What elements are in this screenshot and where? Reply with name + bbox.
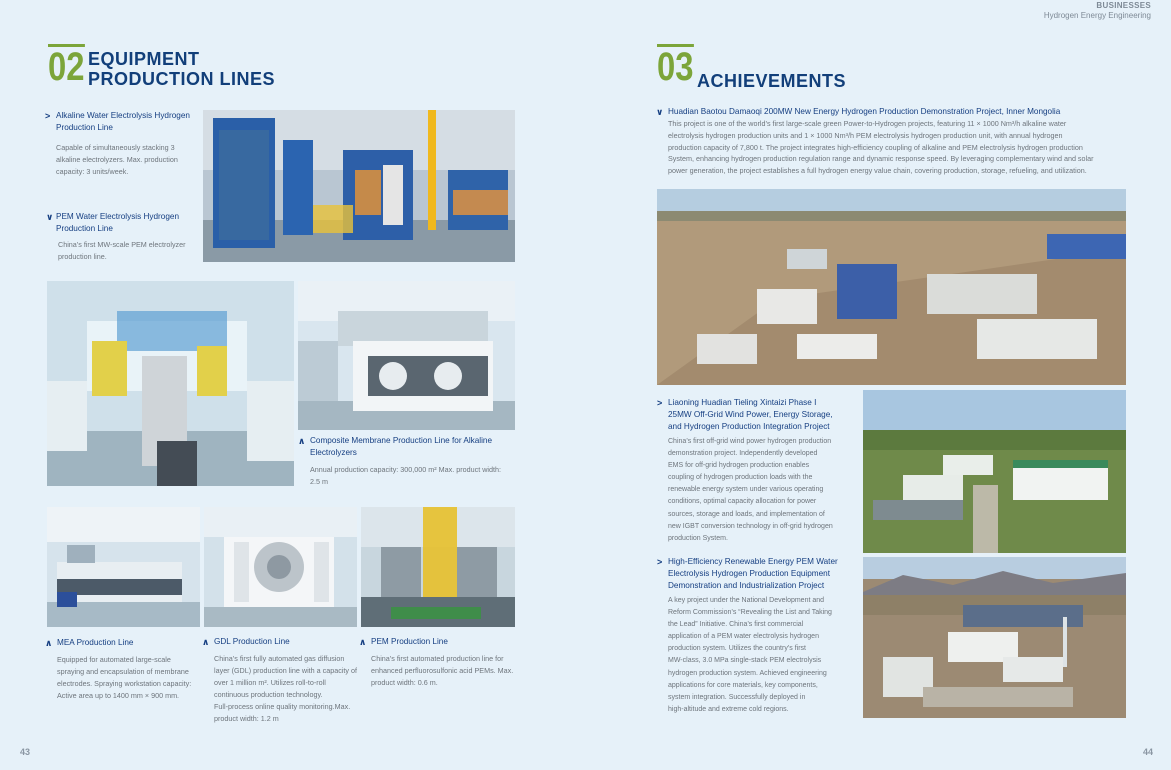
- project-tieling: [657, 397, 843, 545]
- section-title-line1: EQUIPMENT: [88, 49, 200, 69]
- project-description: A key project under the National Development and Reform Commission’s “Revealing the List and Taking the Lead” Initiative. China’s first commercial application of a PEM water electrolysis hydrogen production system. Utilizes the country’s first MW-class, 3.0 MPa single-stack PEM electrolysis hydrogen production system. Achieved engineering applications for core materials, key components, system integration. Successfully deployed in high-altitude and extreme cold regions.: [668, 597, 832, 713]
- item-gdl: [202, 636, 367, 725]
- chevron-down-icon[interactable]: ∨: [46, 212, 54, 222]
- item-title[interactable]: ∧ MEA Production Line: [45, 638, 134, 648]
- header-subtitle: Hydrogen Energy Engineering: [1043, 11, 1151, 20]
- chevron-right-icon[interactable]: >: [657, 398, 663, 408]
- item-description: China’s first fully automated gas diffusion layer (GDL) production line with a capacity of over 1 million m². Utilizes roll-to-roll continuous production technology. Full-process online quality monitoring.Max. product width: 1.2 m: [214, 654, 358, 723]
- section-number-02: 02: [48, 45, 85, 89]
- chevron-up-icon[interactable]: ∧: [202, 637, 210, 647]
- chevron-right-icon[interactable]: >: [657, 557, 663, 567]
- photo-pem-demo: [863, 557, 1126, 718]
- page-number-right: 44: [1143, 747, 1154, 757]
- item-composite-membrane: [298, 435, 520, 488]
- item-description: Capable of simultaneously stacking 3 alkaline electrolyzers. Max. production capacity: 3 units/week.: [56, 143, 178, 176]
- item-title[interactable]: ∨ PEM Water Electrolysis Hydrogen Production Line: [46, 212, 179, 233]
- item-pem-water: [46, 211, 201, 263]
- item-description: Annual production capacity: 300,000 m² Max. product width: 2.5 m: [310, 465, 501, 486]
- item-title[interactable]: ∧ PEM Production Line: [359, 637, 448, 647]
- project-title[interactable]: > Liaoning Huadian Tieling Xintaizi Phase I 25MW Off-Grid Wind Power, Energy Storage, and Hydrogen Production Integration Project: [657, 398, 833, 431]
- header-category: BUSINESSES: [1096, 1, 1151, 10]
- section-title-line2: PRODUCTION LINES: [88, 69, 276, 89]
- project-title[interactable]: ∨ Huadian Baotou Damaoqi 200MW New Energy Hydrogen Production Demonstration Project, Inner Mongolia: [656, 107, 1061, 117]
- item-description: China’s first MW-scale PEM electrolyzer production line.: [58, 240, 186, 261]
- item-alkaline: [45, 110, 201, 178]
- chevron-down-icon[interactable]: ∨: [656, 107, 664, 117]
- section-number-03: 03: [657, 45, 694, 89]
- project-description: This project is one of the world’s first large-scale green Power-to-Hydrogen projects, featuring 11 × 1000 Nm³/h alkaline water electrolysis hydrogen production units and 1 × 1000 Nm³/h PEM electrolysis hydrogen production unit, with annual hydrogen production capacity of 7,800 t. The project integrates high-efficiency coupling of alkaline and PEM electrolysis hydrogen production System, enhancing hydrogen production regulation range and dynamic response speed. By leveraging complementary wind and solar power generation, the project establishes a full hydrogen energy value chain, covering production, storage, refueling, and utilization.: [668, 119, 1094, 176]
- photo-composite-membrane: [298, 281, 515, 430]
- chevron-right-icon[interactable]: >: [45, 111, 51, 121]
- section-title-equipment: [88, 49, 275, 89]
- item-title[interactable]: ∧ GDL Production Line: [202, 637, 290, 647]
- photo-tieling: [863, 390, 1126, 553]
- section-title-achievements: ACHIEVEMENTS: [697, 71, 847, 91]
- photo-pem-line: [361, 507, 515, 627]
- photo-gdl-line: [204, 507, 357, 627]
- item-description: Equipped for automated large-scale spraying and encapsulation of membrane electrodes. Spraying workstation capacity: Active area up to 1400 mm × 900 mm.: [57, 655, 192, 700]
- item-title[interactable]: ∧ Composite Membrane Production Line for Alkaline Electrolyzers: [298, 436, 493, 457]
- photo-mea-line: [47, 507, 200, 627]
- project-pem-demo: [657, 556, 843, 716]
- page-header: [1044, 1, 1151, 21]
- chevron-up-icon[interactable]: ∧: [45, 638, 53, 648]
- project-title[interactable]: > High-Efficiency Renewable Energy PEM Water Electrolysis Hydrogen Production Equipment Demonstration and Industrialization Project: [657, 557, 838, 590]
- chevron-up-icon[interactable]: ∧: [298, 436, 306, 446]
- chevron-up-icon[interactable]: ∧: [359, 637, 367, 647]
- item-mea: [45, 637, 210, 702]
- photo-baotou-aerial: [657, 189, 1126, 385]
- project-description: China’s first off-grid wind power hydrogen production demonstration project. Independently developed EMS for off-grid hydrogen production enables coupling of hydrogen production loads with the renewable energy system under various operating conditions, optimal capacity allocation for power sources, storage and loads, and implementation of new IGBT conversion technology in off-grid hydrogen production System.: [668, 438, 833, 542]
- photo-alkaline-line: [203, 110, 515, 262]
- item-pem-production: [359, 636, 521, 689]
- page-number-left: 43: [20, 747, 31, 757]
- photo-robot-line: [47, 281, 294, 486]
- item-description: China’s first automated production line for enhanced perfluorosulfonic acid PEMs. Max. product width: 0.6 m.: [371, 654, 514, 687]
- item-title[interactable]: > Alkaline Water Electrolysis Hydrogen Production Line: [45, 111, 190, 132]
- project-baotou: [656, 106, 1138, 177]
